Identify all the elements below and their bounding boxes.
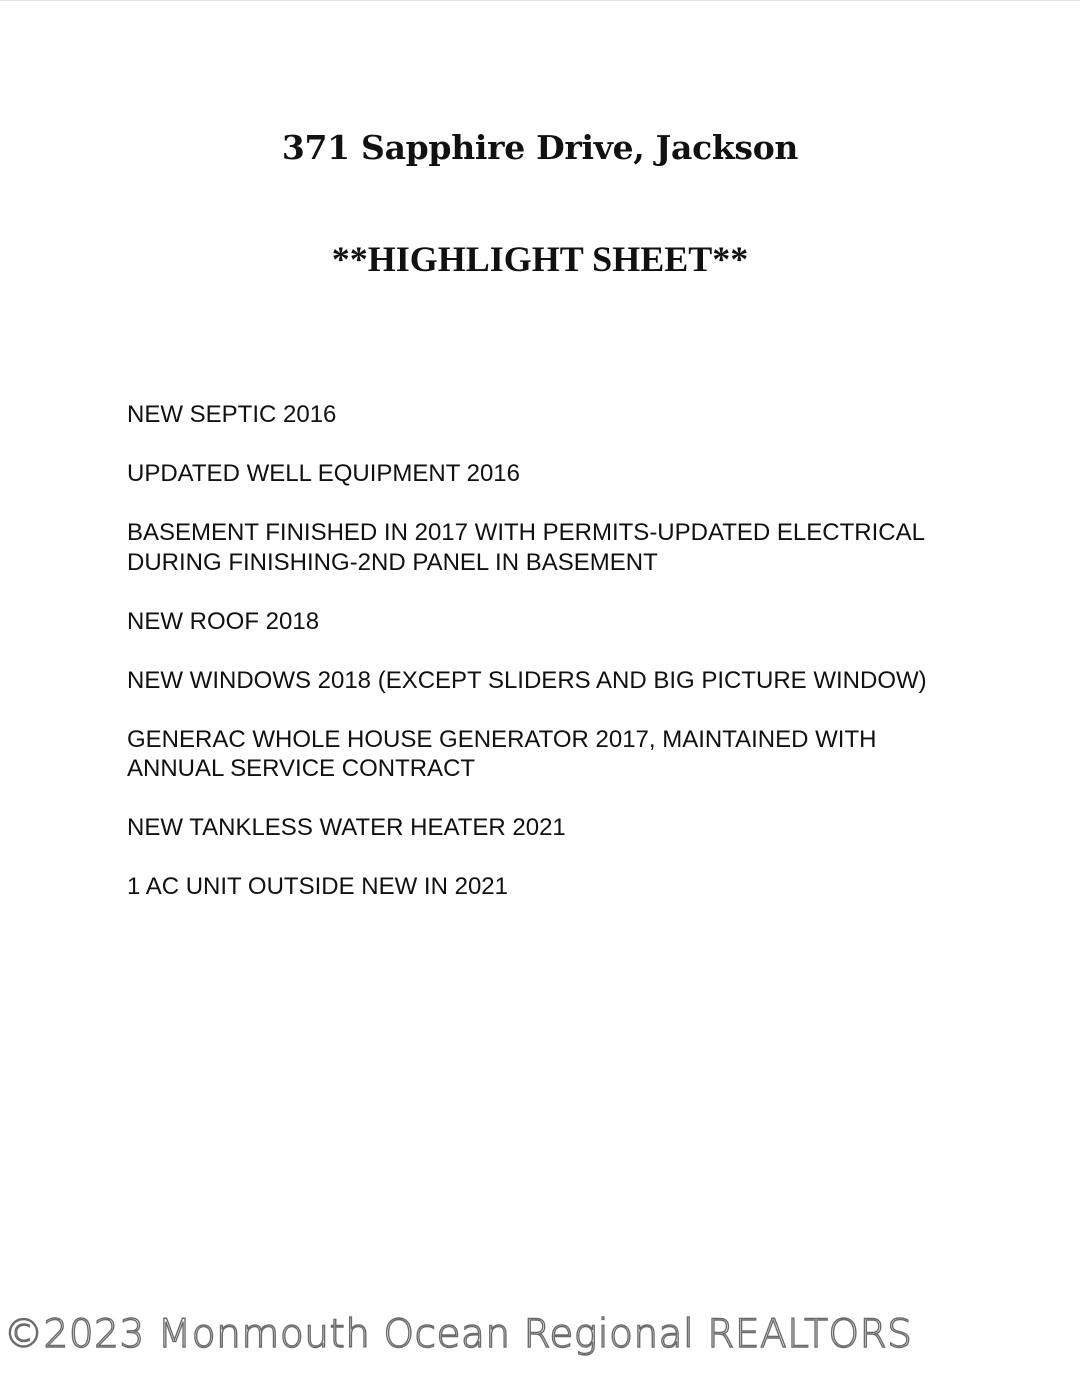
highlights-list: [127, 400, 967, 931]
copyright-watermark: ©2023 Monmouth Ocean Regional REALTORS: [4, 1312, 913, 1357]
highlight-item: UPDATED WELL EQUIPMENT 2016: [127, 460, 520, 487]
highlight-item: NEW TANKLESS WATER HEATER 2021: [127, 814, 566, 841]
highlight-item: NEW ROOF 2018: [127, 607, 320, 635]
property-address-title: 371 Sapphire Drive, Jackson: [281, 128, 799, 167]
highlight-item: GENERAC WHOLE HOUSE GENERATOR 2017, MAINTAINED WITH ANNUAL SERVICE CONTRACT: [127, 725, 877, 782]
highlight-item: 1 AC UNIT OUTSIDE NEW IN 2021: [127, 873, 508, 900]
highlight-item: NEW WINDOWS 2018 (EXCEPT SLIDERS AND BIG PICTURE WINDOW): [127, 666, 927, 694]
highlight-item: NEW SEPTIC 2016: [127, 401, 337, 428]
highlight-item: BASEMENT FINISHED IN 2017 WITH PERMITS-UPDATED ELECTRICAL DURING FINISHING-2ND PANEL IN BASEMENT: [127, 519, 925, 576]
highlight-sheet-heading: **HIGHLIGHT SHEET**: [331, 239, 749, 279]
